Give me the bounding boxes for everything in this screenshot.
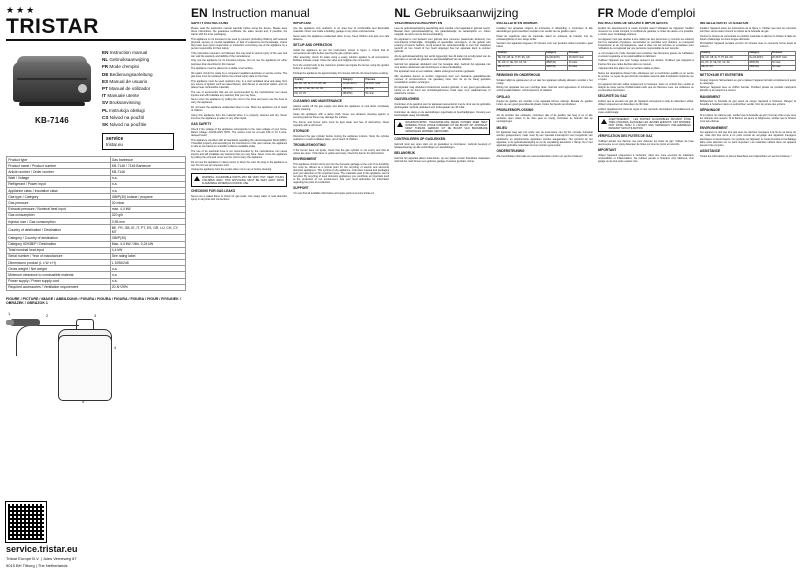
paragraph: Si le brûleur ne s'allume pas, vérifiez que la bouteille de gaz n'est pas vide et que tous les robinets sont ouverts. Si la flamme est jaune et fuligineuse, vérifiez que le brûleur n'est pas obstrué.	[699, 114, 796, 124]
cell: NL, DK, FI, SE, NO, CZ, SK	[497, 61, 545, 66]
language-label: Instruction manual	[109, 50, 148, 55]
spec-value: 0,95 mm	[110, 218, 185, 224]
paragraph: Préchauffez l'appareil pendant environ 10 minutes avec le couvercle fermé avant la cuisson.	[699, 42, 796, 49]
language-code: SK	[102, 121, 109, 127]
language-code: EN	[102, 50, 109, 55]
paragraph: Vérifiez régulièrement l'état du tuyau et des raccords. Remplacez immédiatement un tuyau endommagé.	[597, 107, 694, 114]
paragraph: Disconnect the gas cylinder before storing the appliance indoors. Store the cylinder outdoors in a well ventilated place, out of reach of children.	[293, 134, 390, 141]
paragraph: Het apparaat moet op een stabiele, vlakke ondergrond worden geplaatst.	[394, 70, 476, 74]
gas-category-body-fr	[700, 56, 795, 70]
paragraph: Turn the control knob to the maximum position and ignite the burner using the ignition button or a long match.	[293, 64, 390, 71]
warning-box-nl	[394, 119, 490, 135]
paragraph: This appliance should not be put into the domestic garbage at the end of its durability, but must be offered at a central point for the recycling of electric and electronic domestic appliances. This symbol on the appliance, instruction manual and packaging puts your attention to this important issue. The materials used in this appliance can be recycled. By recycling of used domestic appliances you contribute an important push to the protection of our environment. Ask your local authorities for information regarding the point of recollection.	[293, 162, 390, 185]
heading: CHECKING FOR GAS LEAKS	[191, 188, 236, 193]
paragraph: Gebruik het apparaat uitsluitend voor het beoogde doel. Gebruik het apparaat niet voor andere doeleinden dan beschreven in deze handleiding.	[394, 62, 491, 69]
section-en-body	[191, 22, 389, 568]
paragraph: Cet appareil doit être utilisé uniquement à l'extérieur, dans un endroit bien ventilé et éloigné de toute source d'inflammation telle que les flammes nues, les veilleuses ou les étincelles électriques.	[597, 82, 694, 92]
language-label: Manual de usuario	[109, 78, 148, 84]
warning-triangle-icon	[194, 176, 200, 181]
cell: NL, DK, FI, SE, NO, CZ, SK	[700, 61, 748, 66]
heading: OPSLAG	[496, 94, 510, 99]
spec-key: Country of destination / Destination	[7, 225, 111, 235]
paragraph: The burner and burner ports must be kept clean and free of obstruction. Clean regularly with a soft brush.	[293, 120, 390, 127]
language-row	[102, 122, 186, 127]
language-code: ES	[102, 78, 109, 84]
figure-label: 5	[82, 398, 85, 404]
paragraph: Do not use the appliance in damp rooms or when the cord, the plug or the appliance is wet. Do not use an extension cord.	[191, 160, 288, 167]
language-row	[102, 57, 186, 62]
paragraph: Verwarm het apparaat ongeveer 10 minuten voor met gesloten deksel voordat u gaat koken.	[496, 42, 593, 49]
cell: I3+(28-30/37)	[545, 56, 568, 61]
cell: 50 mbar	[771, 65, 795, 70]
paragraph: Vérifiez que la pression de gaz de l'appareil correspond à celle du détendeur utilisé. Utilisez uniquement un détendeur de 30 mbar.	[597, 99, 694, 106]
spec-value: n.a.	[110, 266, 185, 272]
brand-name: TRISTAR	[6, 15, 99, 38]
figure-caption: FIGURE / PICTURE / IMAGE / ABBILDUNG / FIGURA / FIGURA / FIGURA / FIGURA / FIGUR / RYSUNEK / OBRÁZEK / OBRÁZOK 1	[6, 297, 181, 306]
language-code: CS	[102, 114, 109, 120]
paragraph: Always switch off the gas supply and allow the appliance to cool down completely before cleaning.	[293, 104, 390, 112]
paragraph: Installez l'appareil selon les instructions de la figure 1. Vérifiez que tous les raccords sont bien serrés avant d'ouvrir le robinet de la bouteille de gaz.	[699, 26, 796, 33]
cell: 30 mbar	[771, 61, 795, 66]
paragraph: Koppel de gasfles los voordat u het apparaat binnen opbergt. Bewaar de gasfles buiten op een goed geventileerde plaats, buiten het bereik van kinderen.	[496, 100, 593, 107]
heading: GAS SAFETY	[191, 122, 212, 127]
figure-hose	[16, 325, 79, 356]
paragraph: Please read the instruction manual carefully before using the device. Please keep these instructions, the guarantee certificate, the sales receipt and, if possible, the carton with the inner packaging.	[191, 26, 288, 36]
paragraph: Coupez toujours l'alimentation en gaz et laissez l'appareil refroidir complètement avant le nettoyage.	[699, 78, 796, 85]
paragraph: Le non-respect du mode d'emploi peut entraîner des blessures graves de l'utilisateur et annule la garantie et la responsabilité du fabricant.	[597, 51, 694, 58]
paragraph: Veuillez lire attentivement le mode d'emploi avant l'utilisation de l'appareil. Veuillez conserver ce mode d'emploi, le certificat de garantie, le ticket de caisse et si possible, le carton avec l'emballage intérieur.	[597, 26, 694, 36]
service-badge-line2: tristar.eu	[106, 142, 123, 148]
spec-value: n.a.	[110, 175, 185, 181]
cell: DE, AT, CH	[497, 65, 545, 70]
language-index	[102, 48, 186, 150]
spec-key: Product name / Product number	[7, 163, 111, 169]
heading: GASVEILIGHEID	[394, 97, 420, 102]
cell: 28-30/37 mbar	[568, 56, 592, 61]
paragraph: If the instruction manual is not followed, this may lead to serious injury of the user and can void the warranty and liability of the manufacturer.	[191, 51, 288, 58]
spec-key: Category / Country of destination	[7, 235, 111, 241]
spec-key: Gas consumption	[7, 212, 111, 218]
figure-burner-tip	[6, 320, 14, 325]
spec-value: 20-N+25%	[110, 284, 185, 290]
paragraph: All repairs should be made by a competent qualified electrician or service centre. The gas hose must be replaced before the printed expiry date on the hose.	[191, 71, 288, 78]
spec-key: Article number / Order number	[7, 169, 111, 175]
column-header: Category	[748, 51, 771, 56]
heading: MILIEU	[496, 125, 508, 130]
heading: BELANGRIJK	[394, 151, 416, 156]
heading: ONDERSTEUNING	[496, 148, 525, 153]
spec-value: See rating label	[110, 253, 185, 259]
spec-key: Exhaust pressure / Nominal heat input	[7, 206, 111, 212]
column-header: Pressure	[364, 78, 388, 83]
cell: DE, AT, CH	[294, 92, 342, 97]
paragraph: Als de gebruiksaanwijzing niet wordt opgevolgd, kan dit leiden tot ernstig letsel van de gebruiker en vervalt de garantie en aansprakelijkheid van de fabrikant.	[394, 54, 491, 61]
language-title-fr: Mode d'emploi	[617, 6, 696, 20]
heading: IMPORTANT	[597, 148, 617, 153]
cell: 28-30/37 mbar	[364, 82, 388, 87]
spec-value: n.a.	[110, 278, 185, 284]
qr-code-icon	[6, 502, 46, 542]
language-code: PT	[102, 85, 108, 91]
cell: BE, FR, GB, IE, IT, PT, ES, GR	[294, 82, 342, 87]
heading: SUPPORT	[293, 186, 309, 191]
cell: 50 mbar	[364, 92, 388, 97]
figure-label: 3	[94, 312, 97, 318]
language-row	[102, 50, 186, 55]
spec-key: Dimensions product (L x W x H)	[7, 260, 111, 266]
cell: NL, DK, FI, SE, NO, CZ, SK	[294, 87, 342, 92]
cell: I3B/P(30)	[748, 61, 771, 66]
language-row	[102, 72, 186, 77]
section-fr	[598, 6, 796, 568]
heading: SÉCURITÉ DU GAZ	[597, 94, 627, 99]
spec-value: L 1096/248	[110, 260, 185, 266]
model-number: KB-7146	[34, 116, 70, 125]
spec-value: n.a.	[110, 181, 185, 187]
appliance-body	[13, 62, 91, 102]
table-row	[294, 92, 389, 97]
paragraph: Never move the appliance by pulling the cord or the hose and never use the hose to carry the appliance.	[191, 98, 288, 105]
company-address-line2: 5015 BH Tilburg | The Netherlands	[6, 563, 68, 568]
brand-rule	[6, 39, 186, 41]
paragraph: Unplug the appliance from the socket when not in use or before cleaning.	[191, 168, 272, 172]
heading: CLEANING AND MAINTENANCE	[293, 99, 342, 104]
heading: IMPORTANT	[293, 22, 312, 25]
warning-triangle-icon	[601, 119, 607, 124]
cell: I3B/P(30)	[545, 61, 568, 66]
section-fr-header	[598, 6, 796, 20]
product-image-wrap	[6, 48, 98, 150]
gas-category-table-fr	[700, 51, 796, 71]
spec-value: n.a.	[110, 272, 185, 278]
table-row	[7, 225, 186, 235]
figure-label: 1	[8, 310, 11, 316]
language-title-en: Instruction manual	[211, 6, 310, 20]
language-label: Bruksanvisning	[109, 100, 141, 106]
paragraph: Lees de gebruiksaanwijzing aandachtig door voordat u het apparaat in gebruik neemt. Bewaar deze gebruiksaanwijzing, het garantiebewijs, de aankoopbon en, indien mogelijk, de doos met de binnenverpakking.	[394, 26, 491, 36]
paragraph: Utilisez l'appareil uniquement à l'extérieur, dans une zone exempte de matériaux combustibles et inflammables. Ne l'utilisez jamais à l'intérieur d'un bâtiment, d'un garage ou de tout autre espace clos.	[597, 153, 694, 164]
page-columns	[6, 6, 796, 568]
paragraph: Débranchez la bouteille de gaz avant de ranger l'appareil à l'intérieur. Rangez la bouteille à l'extérieur dans un endroit bien ventilé, hors de portée des enfants.	[699, 100, 796, 107]
language-code: IT	[102, 93, 107, 99]
paragraph: Schakel altijd de gastoevoer uit en laat het apparaat volledig afkoelen voordat u het reinigt.	[496, 78, 593, 85]
cell: I3B/P(50)	[545, 65, 568, 70]
heading: DÉPANNAGE	[699, 108, 720, 113]
product-photo	[7, 48, 97, 110]
paragraph: Dit apparaat mag aan het einde van de levensduur niet bij het normale huisafval worden gedeponeerd, maar moet bij een speciaal inzamelpunt voor hergebruik van elektrische en elektronische apparaten worden aangeboden. Het symbool op het apparaat, in de gebruiksaanwijzing en op de verpakking attendeert u hierop. De in het apparaat gebruikte materialen kunnen worden gerecycled.	[496, 131, 593, 147]
spec-value: KB-7146 / 7146 Barbecue	[110, 163, 185, 169]
table-row	[7, 284, 186, 290]
heading: NETTOYAGE ET ENTRETIEN	[699, 72, 744, 77]
spec-key: Gas pressure	[7, 200, 111, 206]
figure-label: 4	[114, 344, 117, 350]
cell: I3+(28-30/37)	[342, 82, 365, 87]
spec-value: BE, FR, GB, IE, IT, PT, ES, GR, LU, CH, CY, MT	[110, 225, 185, 235]
spec-key: Category II2H3B/P / Destination	[7, 241, 111, 247]
spec-value: I3B/P(30)	[110, 235, 185, 241]
service-badge-line1: service	[106, 136, 124, 143]
language-row	[102, 108, 186, 113]
language-row	[102, 86, 186, 91]
paragraph: Installeer het apparaat volgens de instructies in afbeelding 1. Controleer of alle aansluitingen goed vastzitten voordat u het ventiel van de gasfles opent.	[496, 26, 593, 33]
paragraph: Preheat the appliance for approximately 10 minutes with the lid closed before cooking.	[293, 71, 389, 75]
spec-value: n.a.	[110, 188, 185, 194]
language-title-nl: Gebruiksaanwijzing	[414, 6, 519, 20]
spec-value: I3B/P(30) butane / propane	[110, 194, 185, 200]
column-header: Category	[342, 78, 365, 83]
heading: ASSISTANCE	[699, 148, 721, 153]
paragraph: Install the appliance as per the instructions shown in figure 1. Check that all connections are tight before opening the gas cylinder valve.	[293, 48, 390, 55]
stars-icon: ★★★	[6, 5, 37, 15]
paragraph: Alle reparaties dienen te worden uitgevoerd door een bekwame gekwalificeerde monteur of servicecentrum. De gasslang moet vóór de op de slang gedrukte vervaldatum worden vervangen.	[394, 74, 491, 85]
service-footer	[6, 502, 186, 568]
language-label: Gebruiksaanwijzing	[109, 57, 150, 63]
heading: INSTALLATIE EN GEBRUIK	[496, 22, 538, 25]
cell: I3B/P(30)	[342, 87, 365, 92]
paragraph: Alle beschikbare informatie en reserveonderdelen vindt u op service.tristar.eu!	[496, 154, 583, 158]
paragraph: N'utilisez jamais une flamme nue pour détecter les fuites de gaz. Utilisez de l'eau savonneuse ou un spray détecteur de fuites sur tous les joints et raccords.	[597, 139, 694, 147]
warning-triangle-icon	[397, 122, 403, 127]
warning-text-nl: WAARSCHUWING: TOEGANKELIJKE DELEN KUNNEN ZEER HEET WORDEN. HOUD JONGE KINDEREN UIT DE BUURT. DIT APPARAAT MOET TIJDENS GEBRUIK UIT DE BUURT VAN BRANDBARE MATERIALEN WORDEN GEHOUDEN.	[405, 121, 488, 134]
heading: RANGEMENT	[699, 94, 721, 99]
language-code: NL	[102, 57, 109, 63]
language-code-fr: FR	[597, 6, 614, 20]
warning-text: WARNING: ACCESSIBLE PARTS MAY BE VERY HOT. KEEP YOUNG CHILDREN AWAY. THIS APPLIANCE MUST BE KEPT AWAY FROM FLAMMABLE MATERIALS DURING USE.	[202, 175, 285, 185]
paragraph: Cet appareil n'est pas destiné à être utilisé par des personnes (y compris les enfants) dont les capacités physiques, sensorielles ou mentales sont réduites, ou manquant d'expérience et de connaissances, sauf si elles ont été formées et encadrées pour l'utilisation de cet appareil par une personne responsable de leur sécurité.	[597, 37, 694, 50]
gas-category-table-nl	[496, 51, 592, 71]
heading: TROUBLESHOOTING	[293, 142, 326, 147]
language-row	[102, 100, 186, 105]
heading: REINIGING EN ONDERHOUD	[496, 72, 541, 77]
paragraph: Tournez le bouton de commande en position maximale et allumez le brûleur à l'aide du bouton d'allumage ou d'une longue allumette.	[699, 34, 796, 41]
language-code-nl: NL	[394, 6, 411, 20]
language-code: PL	[102, 107, 108, 113]
language-row	[102, 64, 186, 69]
spec-value: 4,4 kW	[110, 247, 185, 253]
column-header: Country	[497, 51, 545, 56]
appliance-seam	[17, 78, 87, 80]
warning-text-fr: AVERTISSEMENT : LES PARTIES ACCESSIBLES PEUVENT ÊTRE TRÈS CHAUDES. ÉLOIGNEZ LES JEUNES ENFANTS. CET APPAREIL DOIT ÊTRE TENU À L'ÉCART DES MATÉRIAUX INFLAMMABLES PENDANT SON UTILISATION.	[608, 118, 691, 130]
cell: I3+(28-30/37)	[748, 56, 771, 61]
spec-value: Max. 4,4 kW / Min. 0,24 kW	[110, 241, 185, 247]
spec-key: Serial number / Year of manufacture	[7, 253, 111, 259]
language-code: SV	[102, 100, 109, 106]
cell: BE, FR, GB, IE, IT, PT, ES, GR	[497, 56, 545, 61]
spec-value: Gas barbecue	[110, 157, 185, 163]
spec-value: max. 4,4 kW	[110, 206, 185, 212]
language-label: Bedienungsanleitung	[109, 71, 153, 77]
service-badge	[102, 133, 174, 150]
figure-label: 2	[46, 312, 49, 318]
language-code: FR	[102, 64, 109, 70]
cell: I3B/P(50)	[342, 92, 365, 97]
cell: I3B/P(50)	[748, 65, 771, 70]
column-header: Pressure	[771, 51, 795, 56]
spec-key: Gas type / Category	[7, 194, 111, 200]
spec-key: Product type	[7, 157, 111, 163]
paragraph: Cet appareil ne doit pas être jeté avec les déchets ménagers à la fin de sa durée de vie, mais doit être remis à un point central de recyclage des appareils ménagers électriques et électroniques. Ce symbole sur l'appareil, le mode d'emploi et l'emballage attire votre attention sur ce point important. Les matériaux utilisés dans cet appareil peuvent être recyclés.	[699, 131, 796, 147]
heading: VÉRIFICATION DES FUITES DE GAZ	[597, 134, 653, 139]
paragraph: Dit apparaat mag uitsluitend buitenshuis worden gebruikt, in een goed geventileerde ruimte en uit de buurt van ontstekingsbronnen zoals open vuur, waakvlammen of elektrische vonken.	[394, 85, 491, 96]
language-row	[102, 79, 186, 84]
section-nl-header	[394, 6, 592, 20]
heading: SAFETY INSTRUCTIONS	[191, 22, 229, 25]
paragraph: This appliance complies with all standards regarding the electromagnetic fields (EMF). If handled properly and according to the instructions in this user manual, the appliance is safe to use based on scientific evidence available today.	[191, 138, 288, 148]
paragraph: Clean the appliance with a damp cloth. Never use abrasive cleaning agents or scouring pads as these may damage the surface.	[293, 112, 390, 119]
paragraph: Using this appliance from the material when it is properly cleaned and dry. Never immerse the appliance in water or any other liquid.	[191, 113, 288, 120]
cell: 30 mbar	[568, 61, 592, 66]
brand-block	[6, 6, 186, 41]
section-nl-body	[394, 22, 592, 568]
language-label: Návod na použitie	[109, 121, 147, 127]
specification-table	[6, 156, 186, 291]
appliance-knob	[78, 84, 87, 93]
paragraph: Never leave the appliance unattended when in use. Keep children and pets at a safe distance.	[293, 34, 390, 41]
gas-category-table	[293, 77, 389, 97]
gas-category-body-nl	[497, 56, 592, 70]
paragraph: N'utilisez l'appareil que pour l'usage auquel il est destiné. N'utilisez pas l'appareil à d'autres fins que celles décrites dans ce manuel.	[597, 59, 694, 66]
paragraph: Nettoyez l'appareil avec un chiffon humide. N'utilisez jamais de produits nettoyants abrasifs ni de tampons à récurer.	[699, 86, 796, 93]
spec-key: Total nominal heat input	[7, 247, 111, 253]
language-row	[102, 93, 186, 98]
assembly-figure	[6, 309, 178, 405]
paragraph: After assembly, check for leaks using a soapy solution applied to all connections. Bubbles indicate a leak. Close the valve and retighten the connection.	[293, 56, 390, 63]
heading: CONTROLEREN OP GASLEKKEN	[394, 137, 446, 142]
table-row	[497, 65, 592, 70]
heading: ENVIRONMENT	[293, 156, 317, 161]
language-label: Instrukcja obsługi	[109, 107, 145, 113]
paragraph: Gebruik nooit een open vlam om op gaslekken te controleren. Gebruik zeepsop of lekdetectiespray op alle verbindingen en aansluitingen.	[394, 143, 491, 150]
heading: VEILIGHEIDSVOORSCHRIFTEN	[394, 22, 443, 25]
cell: 50 mbar	[568, 65, 592, 70]
spec-key: Watt / Voltage	[7, 175, 111, 181]
language-code-en: EN	[191, 6, 208, 20]
gas-category-body	[294, 82, 389, 96]
paragraph: Do not leave the appliance unattended when in use. Store the appliance out of reach of children.	[191, 106, 288, 113]
spec-value: 30 mbar	[110, 200, 185, 206]
paragraph: The appliance must be placed on a stable, level surface.	[191, 67, 254, 71]
paragraph: Controleer of de gasdruk van het apparaat overeenkomt met de druk van de gebruikte drukregelaar. Gebruik uitsluitend een drukregelaar van 30 mbar.	[394, 102, 491, 110]
column-header: Category	[545, 51, 568, 56]
service-url[interactable]: service.tristar.eu	[6, 544, 78, 554]
paragraph: Check if the voltage of the appliance corresponds to the main voltage of your home. Rated voltage: AC230-240V 50Hz. The socket must be at least 16A or 10 A time-delayed fused.	[191, 127, 288, 138]
paragraph: Draai de regelknop naar de maximale stand en ontsteek de brander met de ontstekingsknop of een lange lucifer.	[496, 34, 593, 41]
figure-burner	[10, 319, 40, 326]
paragraph: Reinig het apparaat met een vochtige doek. Gebruik nooit agressieve of schurende schoonmaakmiddelen, schuursponzen of staalwol.	[496, 86, 593, 93]
paragraph: You can find all available information and spare parts at service.tristar.eu!	[293, 191, 375, 195]
paragraph: The use of an electrical hose is not recommended by the manufacturer can cause injuries and will invalidate any warranty that you may have. Never move the appliance by pulling the cord and never use the cord to carry the appliance.	[191, 149, 288, 159]
spec-value: 320 g/h	[110, 212, 185, 218]
language-label: Návod na použití	[109, 114, 145, 120]
heading: INSTALLATION ET UTILISATION	[699, 22, 749, 25]
company-address-line1: Tristar Europe B.V. | Jules Verneweg 87	[6, 556, 77, 561]
heading: PROBLEEMOPLOSSING	[496, 108, 534, 113]
paragraph: This appliance must be used outdoors only, in a well ventilated area and away from any source of ignition such as naked flames, pilot flames or electrical sparks, and not placed near combustible materials.	[191, 79, 288, 89]
column-header: Country	[294, 78, 342, 83]
paragraph: Controleer de slang en de aansluitingen regelmatig op beschadigingen. Vervang een beschadigde slang onmiddellijk.	[394, 110, 491, 117]
spec-key: Refrigerant / Power input	[7, 181, 111, 187]
spec-value: KB-7146	[110, 169, 185, 175]
paragraph: Use the appliance only outdoors, in an area free of combustible and flammable materials. Never use inside a building, garage or any other enclosed area.	[293, 26, 390, 33]
section-nl	[394, 6, 592, 568]
paragraph: Only use the appliance for its intended purpose. Do not use the appliance for other purposes than described in this manual.	[191, 59, 288, 66]
paragraph: Als de brander niet ontsteekt, controleer dan of de gasfles niet leeg is en of alle ventielen open staan. Is de vlam geel en roetig, controleer de brander dan op verstoppingen.	[496, 114, 593, 124]
specification-rows	[7, 157, 186, 291]
cell: BE, FR, GB, IE, IT, PT, ES, GR	[700, 56, 748, 61]
cover-column	[6, 6, 186, 568]
column-header: Country	[700, 51, 748, 56]
heading: ENVIRONNEMENT	[699, 125, 728, 130]
spec-key: Injector size / Gas consumption	[7, 218, 111, 224]
paragraph: This appliance is not intended to be used by persons (including children) with reduced physical, sensory or mental capabilities, or lack of experience and knowledge, unless they have been given supervision or instruction concerning use of the appliance by a person responsible for their safety.	[191, 37, 288, 50]
paragraph: L'appareil doit être placé sur une surface stable et plane.	[597, 67, 661, 71]
cell: 30 mbar	[364, 87, 388, 92]
paragraph: Toutes les informations et pièces détachées sont disponibles sur service.tristar.eu !	[699, 154, 792, 158]
paragraph: Dit apparaat is niet bedoeld voor gebruik door personen (waaronder kinderen) met verminderde lichamelijke, zintuiglijke of geestelijke vermogens, of die gebrek aan ervaring of kennis hebben, tenzij iemand die verantwoordelijk is voor hun veiligheid toezicht op hen houdt of hen heeft uitgelegd hoe het apparaat dient te worden gebruikt.	[394, 37, 491, 54]
spec-key: Required accessories / Ventilation requirement	[7, 284, 111, 290]
spec-key: Appliance class / Insulation class	[7, 188, 111, 194]
section-fr-body	[598, 22, 796, 568]
warning-box-fr	[598, 116, 694, 132]
language-label: Manual de utilizador	[109, 85, 151, 91]
language-code: DE	[102, 71, 109, 77]
cell: 28-30/37 mbar	[771, 56, 795, 61]
section-en-header	[191, 6, 389, 20]
paragraph: Gebruik het apparaat alleen buitenshuis, op een plaats zonder brandbare materialen. Gebruik het nooit binnen een gebouw, garage of andere gesloten ruimte.	[394, 157, 491, 164]
table-row	[700, 65, 795, 70]
heading: SET-UP AND OPERATION	[293, 42, 332, 47]
heading: STORAGE	[293, 128, 309, 133]
language-row	[102, 115, 186, 120]
paragraph: Never use a naked flame to check for gas leaks. Use soapy water or leak detection spray on all joints and connections.	[191, 194, 288, 201]
language-label: Manuale utente	[107, 93, 140, 99]
warning-box	[191, 173, 287, 186]
column-header: Pressure	[568, 51, 592, 56]
paragraph: If the burner does not ignite, check that the gas cylinder is not empty and that all valves are open. If the flame is yellow and sooty, check the burner for obstructions.	[293, 148, 390, 155]
language-label: Mode d'emploi	[109, 64, 140, 70]
spec-key: Power supply / Power supply cord	[7, 278, 111, 284]
heading: INSTRUCTIONS DE SÉCURITÉ IMPORTANTES	[597, 22, 668, 25]
section-en	[191, 6, 389, 568]
spec-key: Gross weight / Net weight	[7, 266, 111, 272]
product-zone	[6, 48, 186, 150]
paragraph: The use of accessories that are not recommended by the manufacturer can cause injuries and will invalidate any warranty that you may have.	[191, 90, 288, 97]
spec-key: Minimum clearance to combustible material	[7, 272, 111, 278]
appliance-foot	[19, 102, 85, 106]
paragraph: Toutes les réparations doivent être effectuées par un technicien qualifié ou un centre de service. Le tuyau de gaz doit être remplacé avant la date d'expiration imprimée sur le tuyau.	[597, 71, 694, 82]
cell: DE, AT, CH	[700, 65, 748, 70]
